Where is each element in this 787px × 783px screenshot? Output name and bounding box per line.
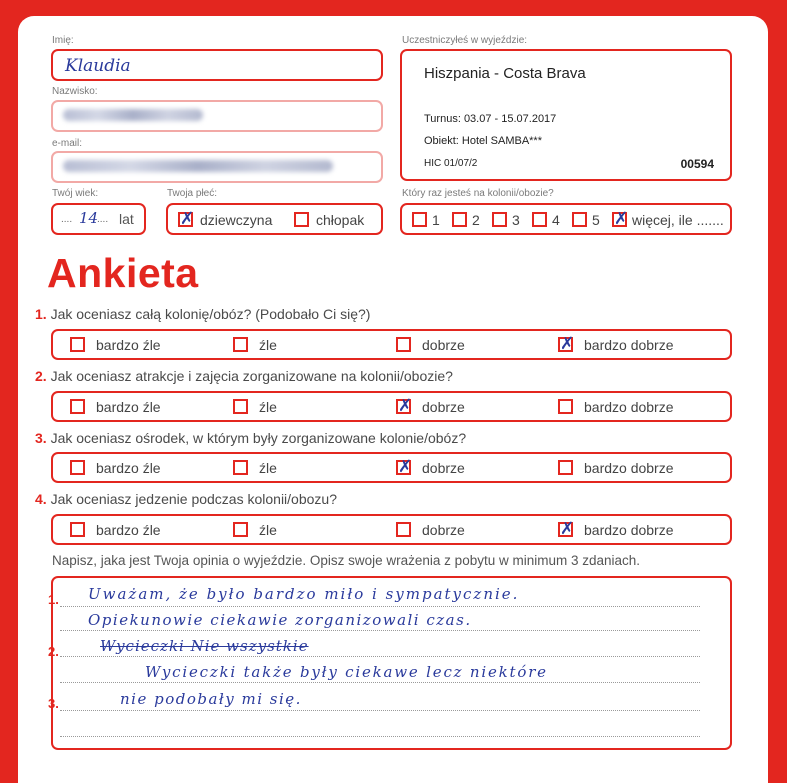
times-option-5: 5 [592, 212, 600, 228]
times-checkbox-more[interactable] [612, 209, 629, 229]
opinion-line [60, 736, 700, 737]
age-value: 14 [79, 209, 99, 227]
survey-title: Ankieta [47, 250, 199, 296]
q1-option-bad: źle [259, 337, 277, 353]
age-dots-before: .... [61, 214, 73, 225]
opinion-prompt: Napisz, jaka jest Twoja opinia o wyjeździe. Opisz swoje wrażenia z pobytu w minimum 3 zdaniach. [52, 553, 641, 568]
q2-checkbox-very-good[interactable] [558, 399, 573, 414]
question-3-ratings [51, 452, 732, 483]
q2-option-very-good: bardzo dobrze [584, 399, 674, 415]
check-mark-icon: ✗ [614, 209, 629, 229]
q1-checkbox-good[interactable] [396, 337, 411, 352]
question-1-ratings [51, 329, 732, 360]
q4-checkbox-very-good[interactable] [558, 519, 575, 539]
first-name-field[interactable] [51, 49, 383, 81]
q3-checkbox-good[interactable] [396, 457, 413, 477]
opinion-line-number-3: 3. [48, 696, 59, 711]
times-checkbox-2[interactable] [452, 212, 467, 227]
email-label: e-mail: [52, 138, 83, 149]
q3-option-bad: źle [259, 460, 277, 476]
trip-card [400, 49, 732, 181]
times-option-3: 3 [512, 212, 520, 228]
question-4-text: Jak oceniasz jedzenie podczas kolonii/obozu? [50, 491, 337, 507]
first-name-value: Klaudia [65, 56, 131, 76]
q3-option-very-bad: bardzo źle [96, 460, 161, 476]
question-1-text: Jak oceniasz całą kolonię/obóz? (Podobało Ci się?) [50, 306, 371, 322]
trip-destination: Hiszpania - Costa Brava [424, 65, 586, 82]
question-4-ratings [51, 514, 732, 545]
opinion-line [60, 606, 700, 607]
trip-code: HIC 01/07/2 [424, 158, 478, 169]
q4-checkbox-good[interactable] [396, 522, 411, 537]
q2-option-good: dobrze [422, 399, 465, 415]
trip-obiekt: Obiekt: Hotel SAMBA*** [424, 135, 542, 147]
q2-checkbox-good[interactable] [396, 396, 413, 416]
check-mark-icon: ✗ [560, 334, 575, 354]
q1-checkbox-bad[interactable] [233, 337, 248, 352]
gender-checkbox-boy[interactable] [294, 212, 309, 227]
gender-checkbox-girl[interactable] [178, 209, 195, 229]
q1-checkbox-very-bad[interactable] [70, 337, 85, 352]
q3-option-very-good: bardzo dobrze [584, 460, 674, 476]
opinion-text-line-1: Uważam, że było bardzo miło i sympatycznie. [88, 585, 520, 603]
question-4-number: 4. [35, 491, 47, 507]
q1-option-very-bad: bardzo źle [96, 337, 161, 353]
gender-option-boy: chłopak [316, 212, 365, 228]
q2-checkbox-very-bad[interactable] [70, 399, 85, 414]
last-name-redacted [63, 109, 203, 121]
question-3-number: 3. [35, 430, 47, 446]
opinion-text-line-4: Wycieczki także były ciekawe lecz niektóre [145, 663, 548, 681]
question-2 [35, 368, 453, 384]
question-4 [35, 491, 337, 507]
q3-checkbox-very-bad[interactable] [70, 460, 85, 475]
q4-checkbox-very-bad[interactable] [70, 522, 85, 537]
opinion-text-line-5: nie podobały mi się. [120, 690, 302, 708]
q4-option-very-good: bardzo dobrze [584, 522, 674, 538]
q4-option-very-bad: bardzo źle [96, 522, 161, 538]
gender-field [166, 203, 383, 235]
last-name-label: Nazwisko: [52, 86, 98, 97]
q3-checkbox-bad[interactable] [233, 460, 248, 475]
question-3 [35, 430, 466, 446]
age-dots-after: .... [97, 214, 109, 225]
q2-option-very-bad: bardzo źle [96, 399, 161, 415]
age-label: Twój wiek: [52, 188, 99, 199]
times-option-1: 1 [432, 212, 440, 228]
q1-option-very-good: bardzo dobrze [584, 337, 674, 353]
opinion-line [60, 630, 700, 631]
times-label: Który raz jesteś na kolonii/obozie? [402, 188, 554, 199]
times-option-2: 2 [472, 212, 480, 228]
opinion-line-number-2: 2. [48, 644, 59, 659]
opinion-line [60, 710, 700, 711]
times-option-4: 4 [552, 212, 560, 228]
check-mark-icon: ✗ [398, 457, 413, 477]
last-name-field[interactable] [51, 100, 383, 132]
email-field[interactable] [51, 151, 383, 183]
first-name-label: Imię: [52, 35, 74, 46]
age-unit: lat [119, 211, 134, 227]
question-3-text: Jak oceniasz ośrodek, w którym były zorganizowane kolonie/obóz? [50, 430, 467, 446]
question-1-number: 1. [35, 306, 47, 322]
q3-checkbox-very-good[interactable] [558, 460, 573, 475]
email-redacted [63, 160, 333, 172]
times-checkbox-4[interactable] [532, 212, 547, 227]
gender-option-girl: dziewczyna [200, 212, 273, 228]
check-mark-icon: ✗ [398, 396, 413, 416]
q4-option-good: dobrze [422, 522, 465, 538]
q3-option-good: dobrze [422, 460, 465, 476]
trip-turnus: Turnus: 03.07 - 15.07.2017 [424, 113, 557, 125]
opinion-line-number-1: 1. [48, 592, 59, 607]
trip-label: Uczestniczyłeś w wyjeździe: [402, 35, 528, 46]
q4-option-bad: źle [259, 522, 277, 538]
times-checkbox-3[interactable] [492, 212, 507, 227]
question-2-ratings [51, 391, 732, 422]
times-checkbox-1[interactable] [412, 212, 427, 227]
opinion-line [60, 682, 700, 683]
opinion-text-line-3-struck: Wycieczki Nie wszystkie [100, 637, 309, 655]
q2-option-bad: źle [259, 399, 277, 415]
q1-checkbox-very-good[interactable] [558, 334, 575, 354]
times-checkbox-5[interactable] [572, 212, 587, 227]
opinion-line [60, 656, 700, 657]
q1-option-good: dobrze [422, 337, 465, 353]
q2-checkbox-bad[interactable] [233, 399, 248, 414]
question-2-text: Jak oceniasz atrakcje i zajęcia zorganizowane na kolonii/obozie? [50, 368, 453, 384]
times-field [400, 203, 732, 235]
check-mark-icon: ✗ [180, 209, 195, 229]
gender-label: Twoja płeć: [167, 188, 218, 199]
question-2-number: 2. [35, 368, 47, 384]
check-mark-icon: ✗ [560, 519, 575, 539]
opinion-text-line-2: Opiekunowie ciekawie zorganizowali czas. [88, 611, 472, 629]
trip-number: 00594 [680, 157, 714, 171]
times-option-more: więcej, ile ....... [632, 212, 724, 228]
question-1 [35, 306, 370, 322]
q4-checkbox-bad[interactable] [233, 522, 248, 537]
age-field[interactable] [51, 203, 146, 235]
